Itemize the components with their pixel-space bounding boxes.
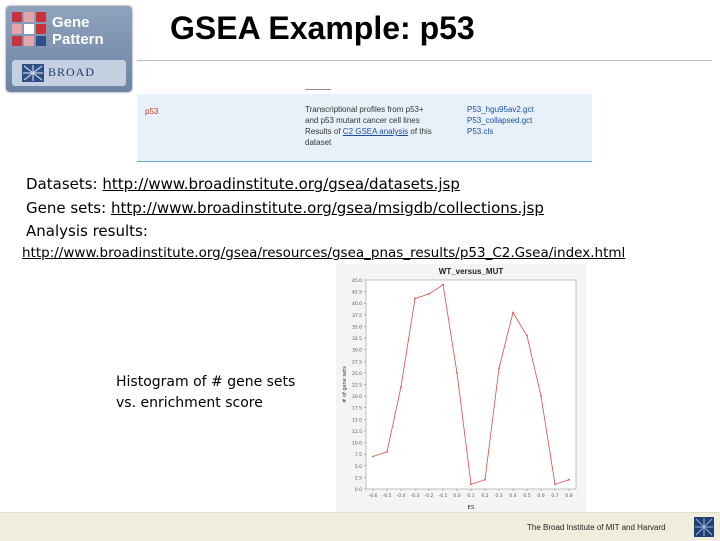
- dataset-description: [305, 104, 455, 148]
- y-tick-label: 5.0: [354, 464, 362, 470]
- es-data-point: [568, 479, 570, 481]
- logo-word-pattern: Pattern: [52, 31, 104, 48]
- analysis-line: [26, 222, 148, 240]
- y-tick-label: 7.5: [354, 453, 362, 459]
- x-tick-label: 0.1: [467, 494, 475, 499]
- x-tick-label: -0.4: [396, 494, 406, 499]
- y-tick-label: 10.0: [351, 441, 362, 447]
- file-link-cls[interactable]: P53.cls: [467, 127, 494, 136]
- es-data-point: [442, 284, 444, 286]
- plot-area: [366, 280, 576, 489]
- logo-word-gene: Gene: [52, 14, 90, 31]
- y-tick-label: 2.5: [354, 476, 362, 482]
- y-tick-label: 42.5: [351, 290, 362, 296]
- y-tick-label: 30.0: [351, 348, 362, 354]
- file-link-gct[interactable]: P53_hgu95av2.gct: [467, 105, 534, 114]
- es-data-point: [400, 386, 402, 388]
- y-tick-label: 27.5: [351, 360, 362, 366]
- title-divider: [137, 60, 712, 61]
- es-histogram-chart: [336, 264, 586, 514]
- table-bottom-rule: [137, 161, 592, 162]
- y-tick-label: 45.0: [351, 279, 362, 284]
- es-data-point: [372, 456, 374, 458]
- c2-gsea-analysis-link[interactable]: C2 GSEA analysis: [342, 127, 409, 136]
- x-tick-label: 0.8: [565, 494, 573, 499]
- broad-institute-logo: [12, 60, 126, 86]
- analysis-label: Analysis results:: [26, 222, 148, 240]
- x-tick-label: 0.2: [481, 494, 489, 499]
- genesets-label: Gene sets:: [26, 199, 107, 217]
- es-data-point: [484, 479, 486, 481]
- x-tick-label: 0.7: [551, 494, 559, 499]
- page-title: GSEA Example: p53: [170, 10, 475, 46]
- analysis-url-line: [22, 245, 625, 261]
- histogram-caption-line-1: Histogram of # gene sets: [116, 374, 296, 390]
- x-tick-label: -0.3: [410, 494, 420, 499]
- y-axis-label: # of gene sets: [342, 366, 348, 403]
- x-tick-label: 0.3: [495, 494, 503, 499]
- es-data-point: [498, 367, 500, 369]
- description-line-2: and p53 mutant cancer cell lines: [305, 116, 420, 125]
- dataset-name: p53: [145, 107, 159, 116]
- x-tick-label: -0.2: [424, 494, 434, 499]
- x-tick-label: -0.5: [382, 494, 392, 499]
- es-data-point: [526, 335, 528, 337]
- y-tick-label: 35.0: [351, 325, 362, 331]
- chart-svg: [336, 264, 586, 514]
- es-data-point: [386, 451, 388, 453]
- x-tick-label: 0.6: [537, 494, 545, 499]
- x-axis-label: ES: [467, 505, 475, 511]
- footer-text: The Broad Institute of MIT and Harvard: [527, 523, 666, 532]
- broad-logo-text: BROAD: [48, 65, 96, 79]
- histogram-caption-line-2: vs. enrichment score: [116, 395, 263, 411]
- y-tick-label: 25.0: [351, 371, 362, 377]
- file-link-collapsed[interactable]: P53_collapsed.gct: [467, 116, 533, 125]
- histogram-caption: [116, 372, 295, 414]
- footer-bar: [0, 512, 720, 541]
- es-data-point: [456, 372, 458, 374]
- table-header-rule: [305, 89, 331, 90]
- es-data-point: [470, 483, 472, 485]
- chart-title: WT_versus_MUT: [438, 267, 504, 276]
- genepattern-grid-icon: [12, 12, 46, 46]
- description-line-3: Results of C2 GSEA analysis of this: [305, 127, 432, 136]
- es-data-point: [554, 483, 556, 485]
- y-tick-label: 15.0: [351, 418, 362, 424]
- es-data-point: [540, 395, 542, 397]
- datasets-link[interactable]: http://www.broadinstitute.org/gsea/datasets.jsp: [102, 175, 460, 193]
- y-tick-label: 17.5: [351, 406, 362, 412]
- x-tick-label: 0.0: [453, 494, 461, 499]
- genesets-link[interactable]: http://www.broadinstitute.org/gsea/msigdb/collections.jsp: [110, 199, 544, 217]
- x-tick-label: 0.5: [523, 494, 531, 499]
- datasets-label: Datasets:: [26, 175, 98, 193]
- broad-footer-icon: [694, 517, 714, 537]
- x-tick-label: 0.4: [509, 494, 517, 499]
- description-line-4: dataset: [305, 138, 332, 147]
- y-tick-label: 32.5: [351, 337, 362, 343]
- es-data-point: [512, 312, 514, 314]
- y-tick-label: 20.0: [351, 395, 362, 401]
- y-tick-label: 12.5: [351, 429, 362, 435]
- description-line-1: Transcriptional profiles from p53+: [305, 105, 424, 114]
- broad-logo-icon: [22, 64, 44, 82]
- datasets-line: [26, 175, 460, 193]
- y-tick-label: 22.5: [351, 383, 362, 389]
- y-tick-label: 0.0: [354, 488, 362, 493]
- y-tick-label: 40.0: [351, 302, 362, 308]
- analysis-results-link[interactable]: http://www.broadinstitute.org/gsea/resources/gsea_pnas_results/p53_C2.Gsea/index.html: [22, 245, 626, 261]
- genepattern-logo: [6, 6, 132, 92]
- x-tick-label: -0.6: [368, 494, 378, 499]
- es-data-point: [414, 298, 416, 300]
- dataset-table-snippet: [137, 80, 592, 162]
- dataset-files: [467, 104, 534, 137]
- x-tick-label: -0.1: [438, 494, 448, 499]
- es-data-point: [428, 293, 430, 295]
- genesets-line: [26, 199, 544, 217]
- y-tick-label: 37.5: [351, 313, 362, 319]
